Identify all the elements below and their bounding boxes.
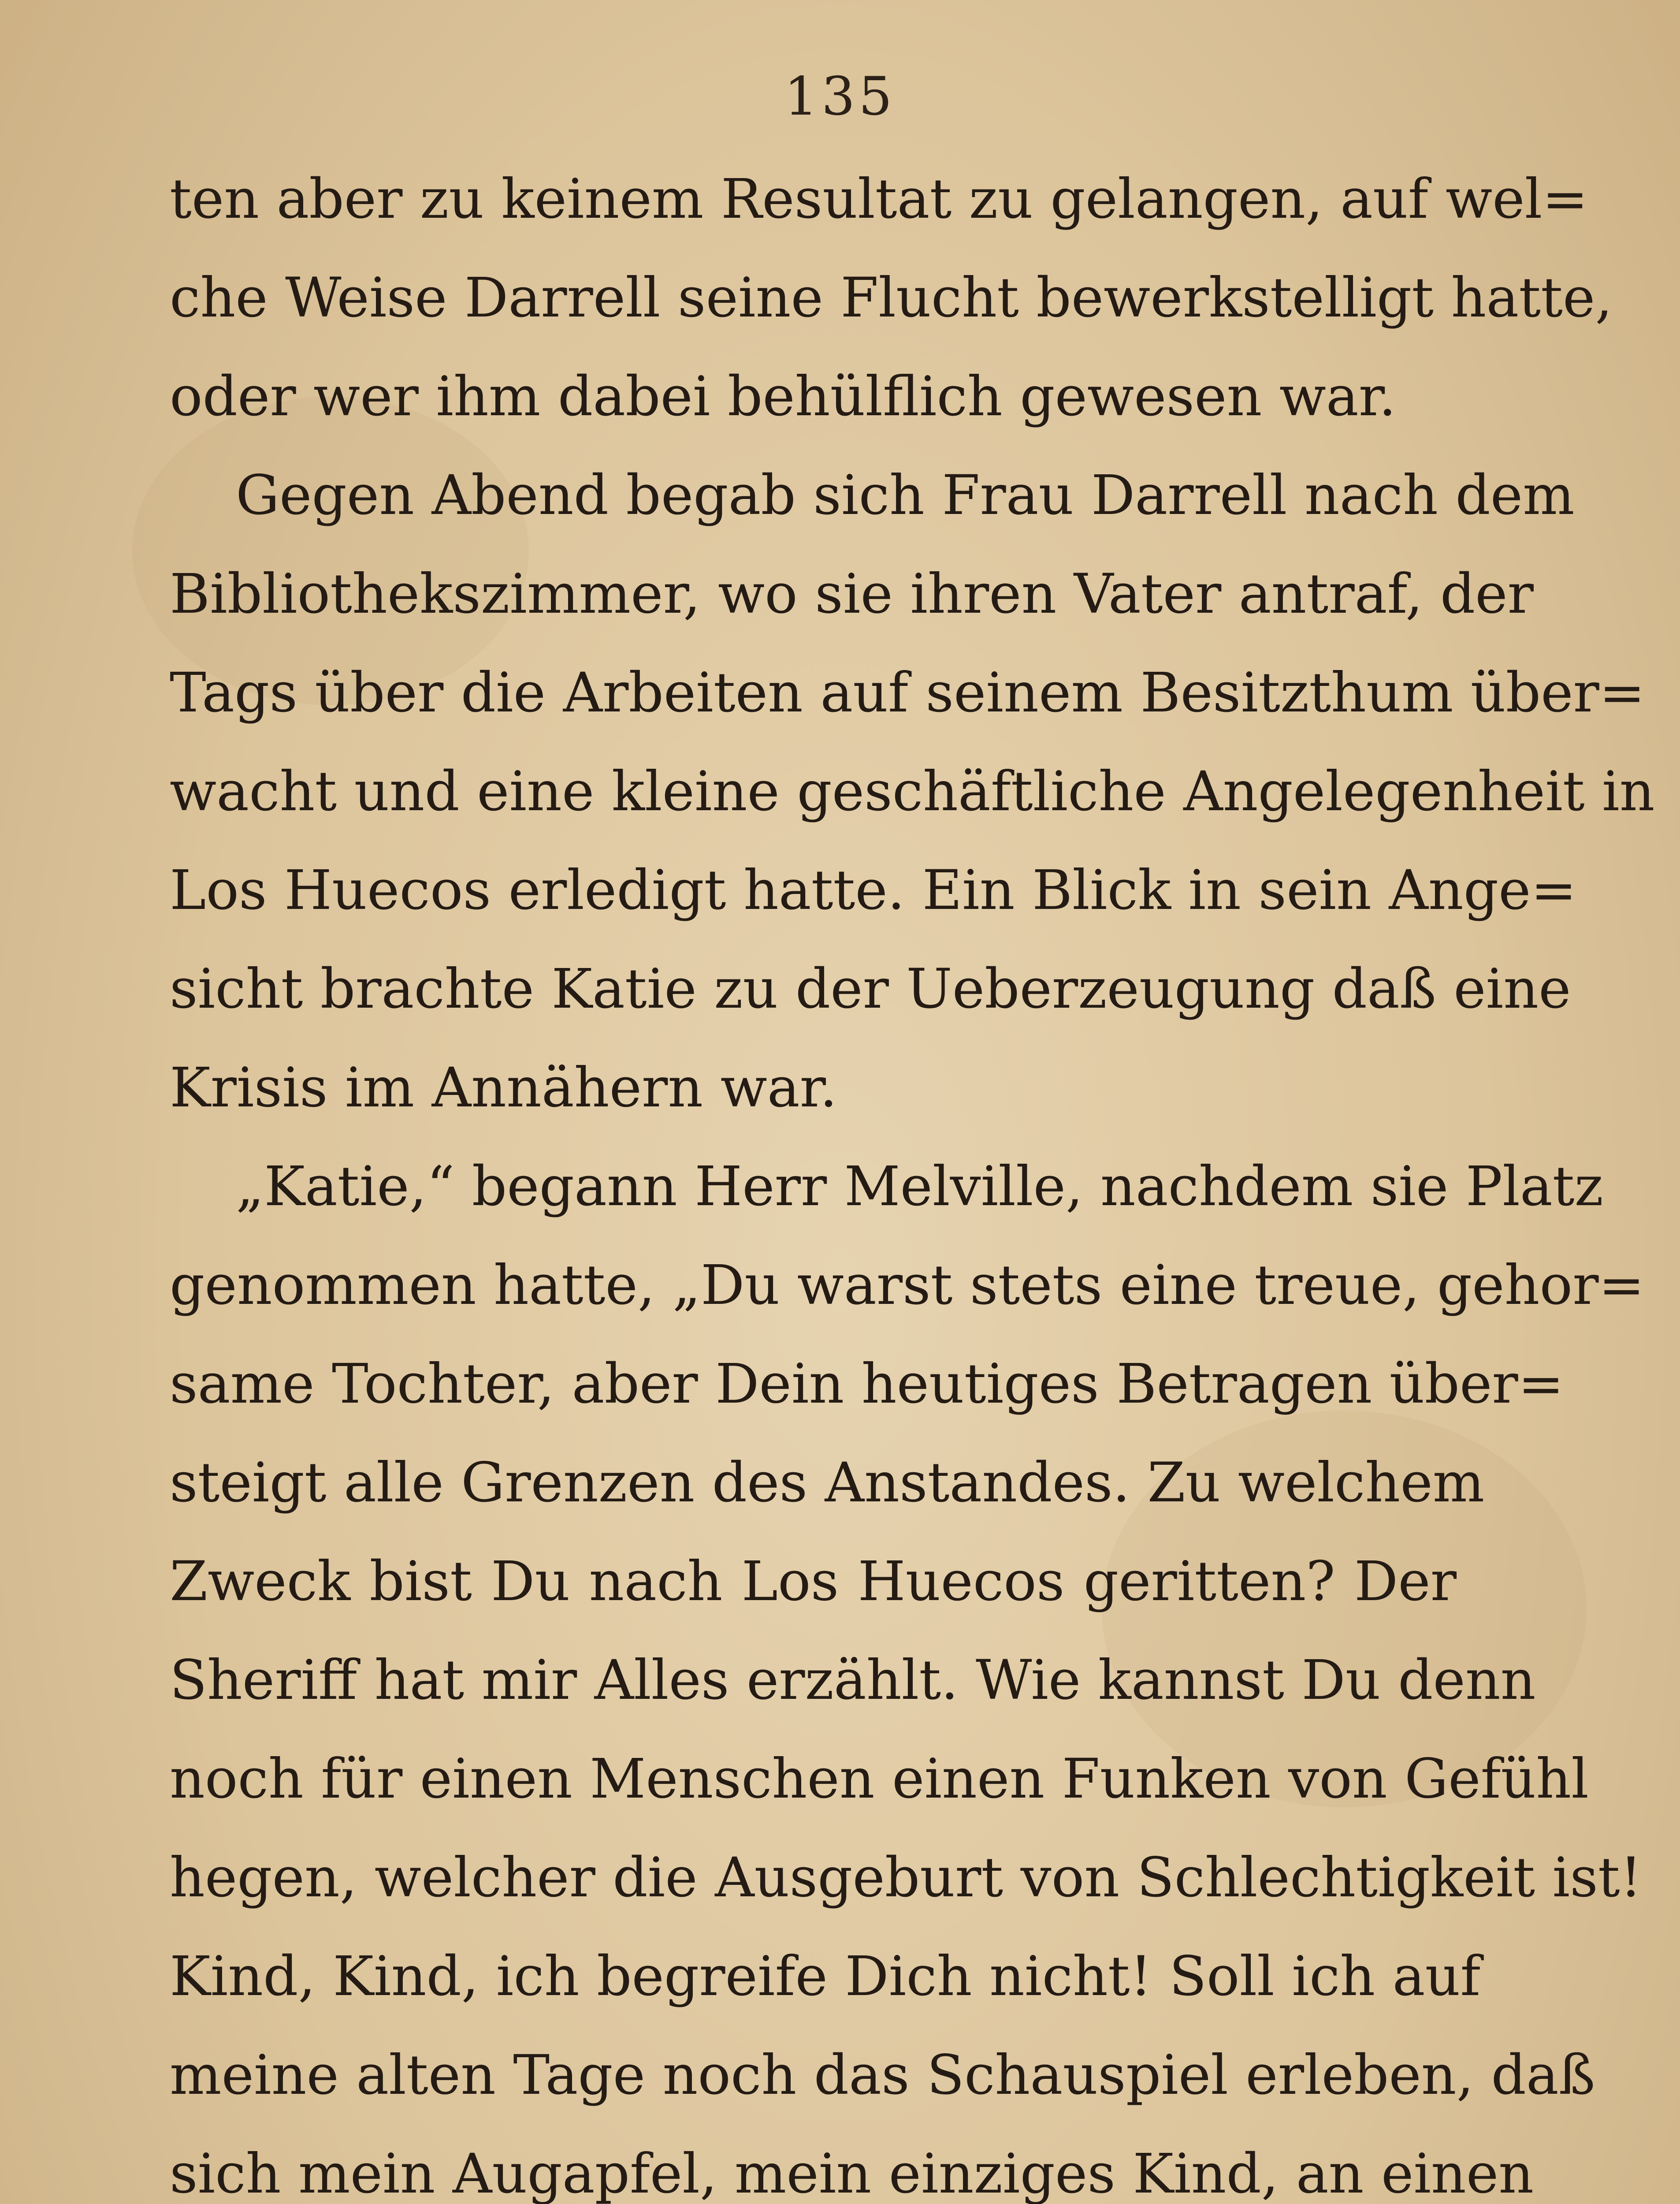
text-line: Kind, Kind, ich begreife Dich nicht! Soll ich auf (170, 1945, 1481, 2008)
text-line: che Weise Darrell seine Flucht bewerkstelligt hatte, (170, 266, 1613, 330)
text-line: Tags über die Arbeiten auf seinem Besitzthum über= (170, 661, 1645, 725)
text-line: noch für einen Menschen einen Funken von Gefühl (170, 1747, 1589, 1811)
text-line: wacht und eine kleine geschäftliche Angelegenheit in (170, 760, 1655, 823)
text-line: Zweck bist Du nach Los Huecos geritten? Der (170, 1550, 1457, 1613)
text-line: steigt alle Grenzen des Anstandes. Zu welchem (170, 1451, 1485, 1515)
text-line: Bibliothekszimmer, wo sie ihren Vater antraf, der (170, 562, 1534, 626)
text-line: sich mein Augapfel, mein einziges Kind, an einen (170, 2142, 1534, 2204)
text-line: Los Huecos erledigt hatte. Ein Blick in sein Ange= (170, 859, 1577, 922)
text-line: ten aber zu keinem Resultat zu gelangen, auf wel= (170, 168, 1588, 231)
text-line: genommen hatte, „Du warst stets eine treue, gehor= (170, 1254, 1645, 1317)
text-line: „Katie,“ begann Herr Melville, nachdem sie Platz (236, 1155, 1603, 1218)
text-line: sicht brachte Katie zu der Ueberzeugung daß eine (170, 957, 1571, 1021)
body-text (170, 150, 1655, 2204)
text-line: oder wer ihm dabei behülflich gewesen war. (170, 365, 1396, 428)
page-number: 135 (784, 66, 896, 127)
text-line: hegen, welcher die Ausgeburt von Schlechtigkeit ist! (170, 1846, 1642, 1910)
text-line: meine alten Tage noch das Schauspiel erleben, daß (170, 2044, 1595, 2107)
text-line: same Tochter, aber Dein heutiges Betragen über= (170, 1352, 1564, 1416)
text-line: Krisis im Annähern war. (170, 1056, 837, 1120)
text-line: Gegen Abend begab sich Frau Darrell nach dem (236, 464, 1575, 527)
text-line: Sheriff hat mir Alles erzählt. Wie kannst Du denn (170, 1649, 1536, 1712)
